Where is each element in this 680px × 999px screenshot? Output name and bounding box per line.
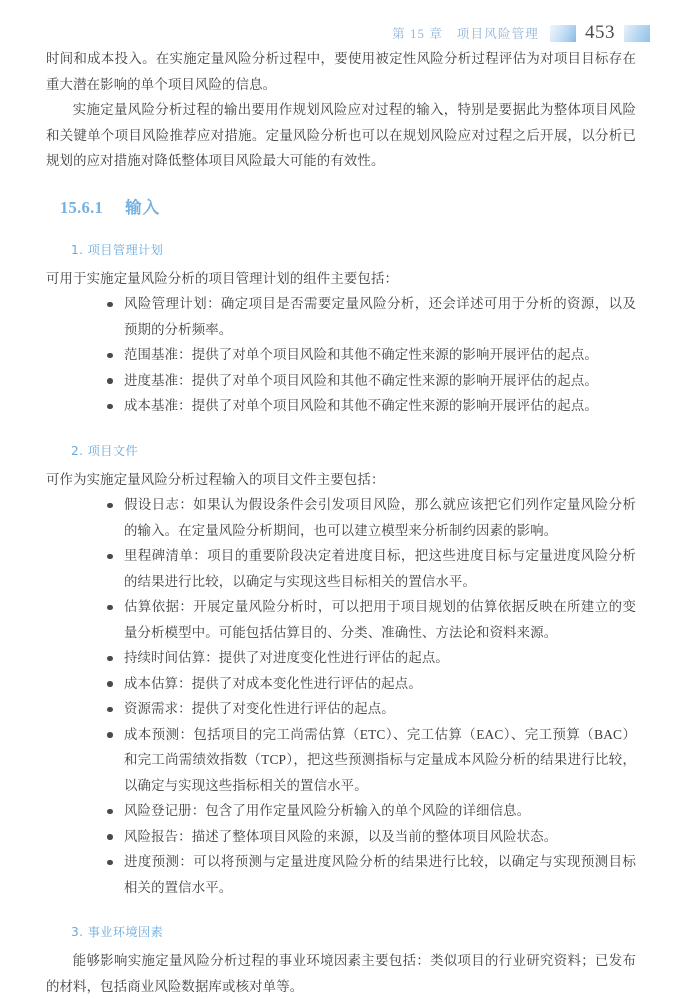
list-item: 估算依据：开展定量风险分析时，可以把用于项目规划的估算依据反映在所建立的变量分析模型中。可能包括估算目的、分类、准确性、方法论和资料来源。 <box>46 594 636 645</box>
list-item: 成本估算：提供了对成本变化性进行评估的起点。 <box>46 671 636 697</box>
subsection-heading: 3. 事业环境因素 <box>71 925 164 939</box>
subsection-lead-text: 可用于实施定量风险分析的项目管理计划的组件主要包括： <box>46 270 399 286</box>
chapter-title: 第 15 章 项目风险管理 <box>392 27 539 41</box>
bullet-list <box>46 291 636 419</box>
subsection-heading: 2. 项目文件 <box>71 443 139 458</box>
header-decoration-block-right <box>624 25 650 42</box>
list-item: 风险登记册：包含了用作定量风险分析输入的单个风险的详细信息。 <box>46 798 636 824</box>
subsection-lead-text: 可作为实施定量风险分析过程输入的项目文件主要包括： <box>46 471 385 487</box>
running-head <box>46 18 650 48</box>
subsection-lead-text: 能够影响实施定量风险分析过程的事业环境因素主要包括：类似项目的行业研究资料；已发布的材料，包括商业风险数据库或核对单等。 <box>46 953 636 994</box>
subsection-enterprise-environmental-factors <box>46 923 636 999</box>
subsection-heading: 1. 项目管理计划 <box>71 242 164 257</box>
section-number: 15.6.1 <box>60 197 104 217</box>
subsection-project-documents <box>46 442 636 901</box>
page-number: 453 <box>585 22 615 43</box>
list-item: 持续时间估算：提供了对进度变化性进行评估的起点。 <box>46 645 636 671</box>
list-item: 风险报告：描述了整体项目风险的来源，以及当前的整体项目风险状态。 <box>46 824 636 850</box>
list-item: 资源需求：提供了对变化性进行评估的起点。 <box>46 696 636 722</box>
list-item: 范围基准：提供了对单个项目风险和其他不确定性来源的影响开展评估的起点。 <box>46 342 636 368</box>
list-item: 里程碑清单：项目的重要阶段决定着进度目标，把这些进度目标与定量进度风险分析的结果进行比较，以确定与实现这些目标相关的置信水平。 <box>46 543 636 594</box>
list-item: 假设日志：如果认为假设条件会引发项目风险，那么就应该把它们列作定量风险分析的输入。在定量风险分析期间，也可以建立模型来分析制约因素的影响。 <box>46 492 636 543</box>
section-heading <box>60 194 636 218</box>
intro-paragraph-1: 时间和成本投入。在实施定量风险分析过程中，要使用被定性风险分析过程评估为对项目目标存在重大潜在影响的单个项目风险的信息。 <box>46 51 636 92</box>
header-decoration-block-left <box>550 25 576 42</box>
list-item: 成本基准：提供了对单个项目风险和其他不确定性来源的影响开展评估的起点。 <box>46 393 636 419</box>
subsection-project-management-plan <box>46 241 636 419</box>
list-item: 风险管理计划：确定项目是否需要定量风险分析，还会详述可用于分析的资源，以及预期的分析频率。 <box>46 291 636 342</box>
section-title: 输入 <box>125 197 161 217</box>
list-item: 进度基准：提供了对单个项目风险和其他不确定性来源的影响开展评估的起点。 <box>46 368 636 394</box>
page-content <box>46 46 636 999</box>
list-item: 进度预测：可以将预测与定量进度风险分析的结果进行比较，以确定与实现预测目标相关的置信水平。 <box>46 849 636 900</box>
list-item: 成本预测：包括项目的完工尚需估算（ETC）、完工估算（EAC）、完工预算（BAC）和完工尚需绩效指数（TCP），把这些预测指标与定量成本风险分析的结果进行比较，以确定与实现这些指标相关的置信水平。 <box>46 722 636 799</box>
bullet-list <box>46 492 636 900</box>
intro-paragraph-2: 实施定量风险分析过程的输出要用作规划风险应对过程的输入，特别是要据此为整体项目风险和关键单个项目风险推荐应对措施。定量风险分析也可以在规划风险应对过程之后开展，以分析已规划的应对措施对降低整体项目风险最大可能的有效性。 <box>46 102 636 168</box>
